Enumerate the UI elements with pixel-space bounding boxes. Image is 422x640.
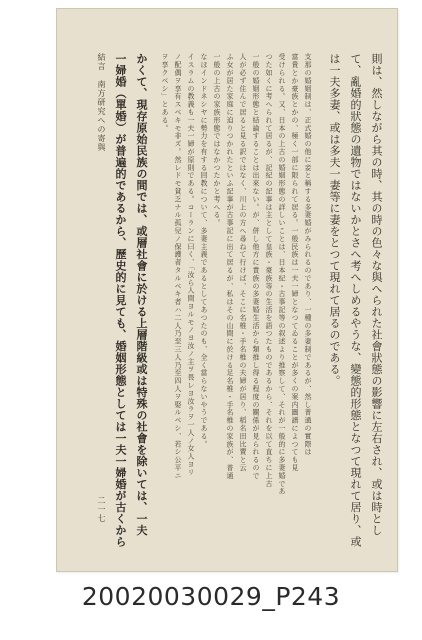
text-column: イスラムの教義も一夫一婦が原則である。コーランに曰く、「汝ら人間ヨルモノヨ汝ノ主ヲ畏レヨ汝ラヲ一人ノ女人ヨリ xyxy=(187,53,195,477)
page-footer xyxy=(93,53,105,523)
paragraph-gap xyxy=(147,53,155,523)
text-column: 則は、然しながら其の時、其の時の色々な與へられた社會狀態の影響に左右され、或は時とし xyxy=(370,53,383,536)
text-column: 富貴とか豪族とかの、極く一部に限られて居る。一般民族は一夫一婦となつてゐることが多くの案内圖譜によつても見 xyxy=(291,53,299,472)
paragraph-gap xyxy=(311,53,319,523)
page-number: 二一七 xyxy=(97,496,106,523)
book-page xyxy=(56,8,398,572)
text-column: 一般の上古の家族形態ではなかつたかと考へる。 xyxy=(213,53,221,227)
text-column: は一夫多妻、或は多夫一妻等に妻をとつて現れて居るのである。 xyxy=(328,53,341,387)
text-column: 一婦婚（單婚）が普遍的であるから、歷史的に見ても、婚姻形態としては一夫一婦婚が古くから xyxy=(114,53,127,548)
image-id-caption: 20020030029_P243 xyxy=(81,582,341,611)
text-column: ふ女が居た家庭に迫りつかれたといふ記事が古事記に出て居るが、私はその山間に於ける足名椎・手名椎の家族が、普通 xyxy=(226,53,234,480)
text-column: なほインドネシヤに勢力を有する回教について、多妻主義であるとしてあつたのも、全く當らないやうである。 xyxy=(200,53,208,448)
vertical-text-columns xyxy=(87,53,383,548)
text-column: 受けられる。又、日本の上古の婚姻形態の詳しいことは、日本紀・古事記等の叙述より推察して、それが一般的に多妻婚であ xyxy=(278,53,286,496)
text-column: ノ配偶ヲ享有スベキモ非ズ。然レドモ貧乏ナル孤兒ノ保護者タルベキ者ハ二人乃至三人乃至四人ヲ娶ルベシ、若シ公平ニ xyxy=(174,53,182,480)
text-column: 人が必ず住んで居ると見る訳ではなく、川上の方へ尋ねて行けば、そこに名椎・手名椎の夫婦が居り、稻名田比賣と云 xyxy=(239,53,247,472)
text-column: かくて、現存原始民族の間では、或層社會に於ける上層階級或は特殊の社會を除いては、一夫 xyxy=(135,53,148,536)
text-column: ヲ享クベシ」とある。 xyxy=(161,53,169,132)
running-head: 結言 南方研究への寄與 xyxy=(97,53,106,152)
text-column: つた如くに考へられて居るが、記紀の記事は主として皇族・豪族等の生活を語つたものであるから、それを以て直ちに上古 xyxy=(265,53,273,488)
text-column: 一般の婚姻形態と結論することは出來ない。が、併し他方に貴族の多妻婚生活から類推し得る程度の關係が見られるので xyxy=(252,53,260,480)
text-column: 支那の婚姻制は、正式婚の他に妾と稱する多妻婚がみられるのであり、一種の多妻制であるが、然し普通の實際は xyxy=(304,53,312,456)
text-column: て、亂婚的狀態の遺物ではないかとさへ考へしめるやうな、變態的形態となつて現れて居り、或 xyxy=(349,53,362,548)
